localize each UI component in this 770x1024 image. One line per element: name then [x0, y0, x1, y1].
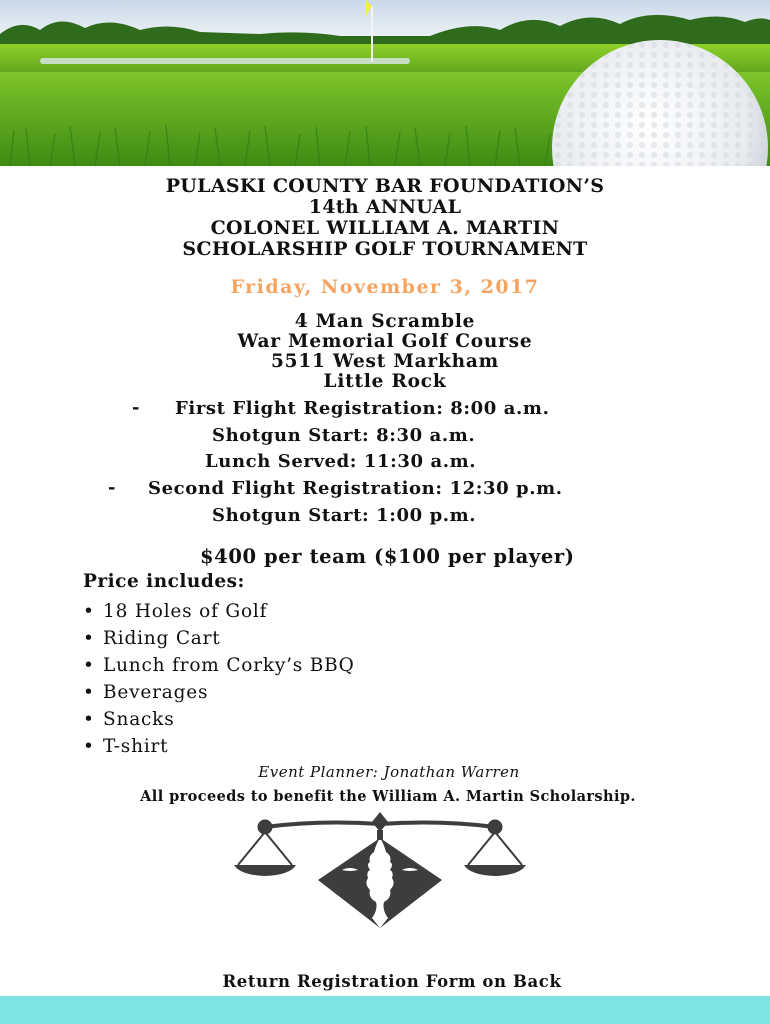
scales-of-justice-faces-icon: [230, 810, 530, 945]
venue-city: Little Rock: [323, 371, 447, 392]
price: $400 per team ($100 per player): [200, 545, 575, 568]
title-line-annual: 14th ANNUAL: [308, 196, 462, 218]
first-shotgun-start: Shotgun Start: 8:30 a.m.: [212, 425, 476, 446]
list-item-label: T-shirt: [103, 736, 169, 757]
second-flight-registration: Second Flight Registration: 12:30 p.m.: [148, 478, 563, 499]
return-registration-note: Return Registration Form on Back: [222, 972, 562, 991]
schedule-bullet: -: [132, 397, 140, 418]
bullet-icon: •: [83, 601, 95, 622]
list-item: [83, 734, 355, 761]
schedule-bullet: -: [108, 477, 116, 498]
list-item: [83, 653, 355, 680]
includes-list: [83, 599, 355, 761]
proceeds-note: All proceeds to benefit the William A. Martin Scholarship.: [140, 788, 636, 805]
bullet-icon: •: [83, 628, 95, 649]
list-item: [83, 599, 355, 626]
event-planner: Event Planner: Jonathan Warren: [258, 763, 520, 781]
list-item: [83, 707, 355, 734]
second-shotgun-start: Shotgun Start: 1:00 p.m.: [212, 505, 477, 526]
venue-block: [0, 312, 770, 392]
bullet-icon: •: [83, 655, 95, 676]
event-format: 4 Man Scramble: [294, 311, 476, 332]
venue-course: War Memorial Golf Course: [237, 331, 533, 352]
list-item-label: Riding Cart: [103, 628, 221, 649]
bullet-icon: •: [83, 709, 95, 730]
title-line-honoree: COLONEL WILLIAM A. MARTIN: [210, 217, 560, 239]
venue-address: 5511 West Markham: [270, 351, 499, 372]
list-item: [83, 680, 355, 707]
bullet-icon: •: [83, 736, 95, 757]
lunch-served: Lunch Served: 11:30 a.m.: [205, 451, 477, 472]
hero-golf-image: [0, 0, 770, 166]
price-includes-label: Price includes:: [83, 571, 245, 592]
golf-course-illustration: [0, 0, 770, 166]
list-item-label: Beverages: [103, 682, 209, 703]
list-item-label: Snacks: [103, 709, 175, 730]
list-item-label: 18 Holes of Golf: [103, 601, 268, 622]
list-item: [83, 626, 355, 653]
list-item-label: Lunch from Corky’s BBQ: [103, 655, 355, 676]
footer-band: [0, 996, 770, 1024]
event-title: [0, 176, 770, 260]
event-date: Friday, November 3, 2017: [230, 276, 540, 298]
bullet-icon: •: [83, 682, 95, 703]
first-flight-registration: First Flight Registration: 8:00 a.m.: [175, 398, 550, 419]
title-line-organization: PULASKI COUNTY BAR FOUNDATION’S: [165, 175, 605, 197]
title-line-event: SCHOLARSHIP GOLF TOURNAMENT: [182, 238, 588, 260]
